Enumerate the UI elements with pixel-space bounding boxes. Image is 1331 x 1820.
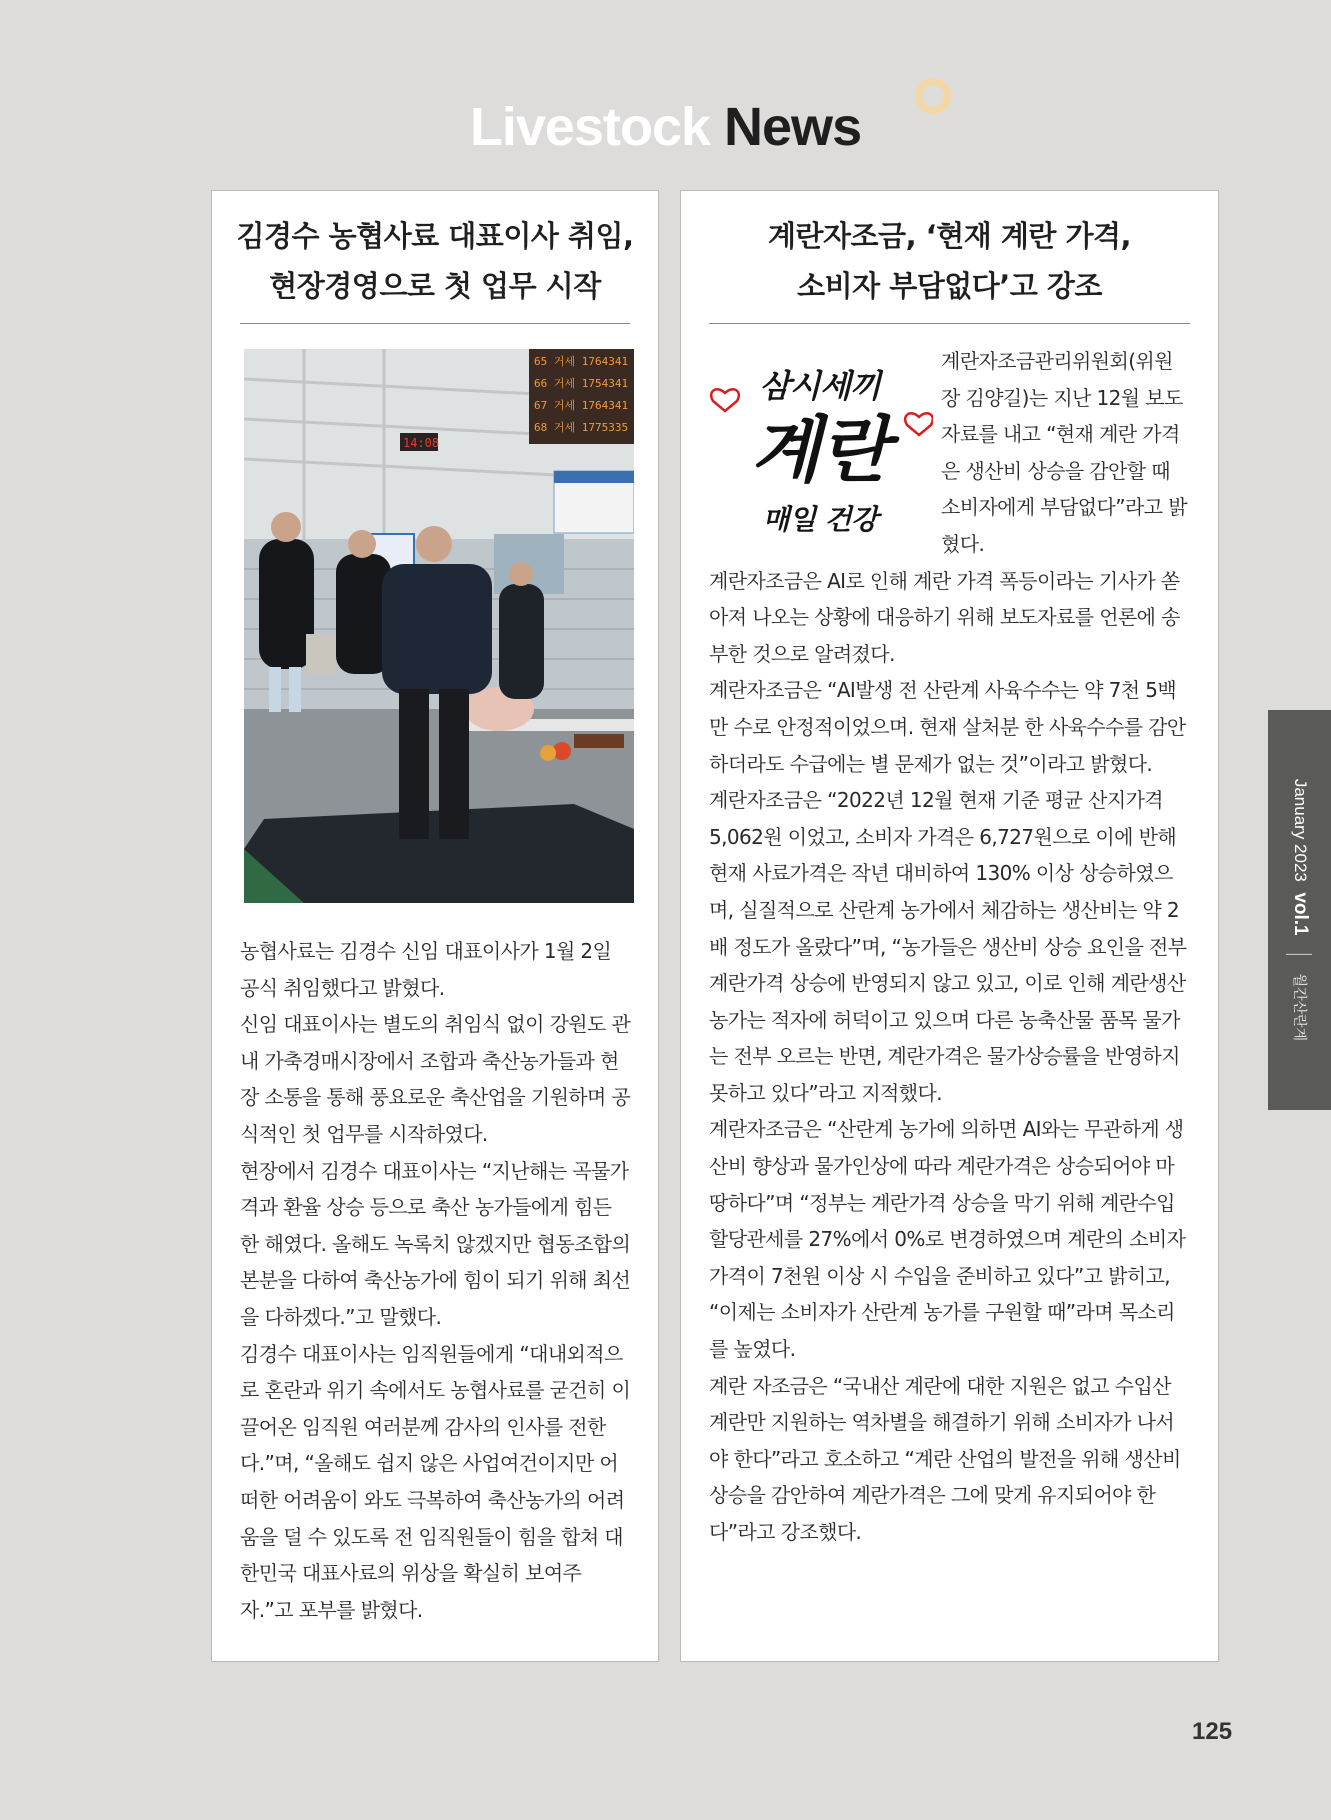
left-article-headline (212, 191, 658, 323)
side-tab-divider (1286, 954, 1312, 955)
left-headline-line-2: 현장경영으로 첫 업무 시작 (269, 269, 601, 303)
side-tab-text (1286, 779, 1312, 1041)
left-headline-rule (240, 323, 630, 324)
right-paragraph: 계란자조금은 “AI발생 전 산란계 사육수수는 약 7천 5백만 수로 안정적이었으며. 현재 살처분 한 사육수수를 감안하더라도 수급에는 별 문제가 없는 것”이라고 밝혔다. (709, 678, 1186, 776)
left-paragraph: 김경수 대표이사는 임직원들에게 “대내외적으로 혼란과 위기 속에서도 농협사료를 굳건히 이끌어온 임직원 여러분께 감사의 인사를 전한다.”며, “올해도 쉽지 않은 사업여건이지만 어떠한 어려움이 와도 극복하여 축산농가의 어려움을 덜 수 있도록 전 임직원들이 힘을 합쳐 대한민국 대표사료의 위상을 확실히 보여주자.”고 포부를 밝혔다. (240, 1341, 631, 1622)
left-article (211, 190, 659, 1662)
right-article (680, 190, 1219, 1662)
left-paragraph: 신임 대표이사는 별도의 취임식 없이 강원도 관내 가축경매시장에서 조합과 축산농가들과 현장 소통을 통해 풍요로운 축산업을 기원하며 공식적인 첫 업무를 시작하였다. (240, 1012, 631, 1146)
board-row-2: 66 거세 1754341 (534, 377, 629, 390)
board-row-4: 68 거세 1775335 (534, 421, 629, 434)
left-paragraph: 농협사료는 김경수 신임 대표이사가 1월 2일 공식 취임했다고 밝혔다. (240, 939, 612, 1000)
right-headline-rule (709, 323, 1190, 324)
board-row-1: 65 거세 1764341 (534, 355, 629, 368)
decorative-ring-icon (915, 78, 951, 114)
section-header (0, 96, 1331, 158)
issue-date: January 2023 (1290, 778, 1310, 882)
right-article-body (709, 343, 1191, 1551)
header-word-livestock: Livestock (469, 97, 711, 157)
right-paragraph: 계란자조금은 “2022년 12월 현재 기준 평균 산지가격 5,062원 이었고, 소비자 가격은 6,727원으로 이에 반해 현재 사료가격은 작년 대비하여 130% 이상 상승하였으며, 실질적으로 산란계 농가에서 체감하는 생산비는 약 2배 정도가 올랐다”며, “농가들은 생산비 상승 요인을 전부 계란가격 상승에 반영되지 않고 있고, 이로 인해 계란생산 농가는 적자에 허덕이고 있으며 다른 농축산물 품목 물가는 전부 오르는 반면, 계란가격은 물가상승률을 반영하지 못하고 있다”라고 지적했다. (709, 788, 1187, 1105)
right-article-headline (681, 191, 1218, 323)
right-headline-line-1: 계란자조금, ‘현재 계란 가격, (768, 219, 1131, 253)
right-paragraph: 계란자조금은 “산란계 농가에 의하면 AI와는 무관하게 생산비 향상과 물가인상에 따라 계란가격은 상승되어야 마땅하다”며 “정부는 계란가격 상승을 막기 위해 계란수입 할당관세를 27%에서 0%로 변경하였으며 계란의 소비자 가격이 7천원 이상 시 수입을 준비하고 있다”고 밝히고, “이제는 소비자가 산란계 농가를 구원할 때”라며 목소리를 높였다. (709, 1117, 1186, 1362)
ceo-speech-photo (244, 349, 634, 903)
left-headline-line-1: 김경수 농협사료 대표이사 취임, (236, 219, 634, 253)
left-article-body (240, 933, 632, 1628)
right-paragraph: 계란 자조금은 “국내산 계란에 대한 지원은 없고 수입산 계란만 지원하는 역차별을 해결하기 위해 소비자가 나서야 한다”라고 호소하고 “계란 산업의 발전을 위해 생산비 상승을 감안하여 계란가격은 그에 맞게 유지되어야 한다”라고 강조했다. (709, 1373, 1181, 1544)
magazine-name: 월간산란계 (1291, 973, 1308, 1042)
issue-side-tab (1268, 710, 1331, 1110)
logo-bottom-text: 매일 건강 (762, 503, 878, 536)
right-headline-line-2: 소비자 부담없다’고 강조 (797, 269, 1102, 303)
page-number: 125 (1192, 1718, 1233, 1745)
wall-clock: 14:08 (403, 436, 440, 450)
right-paragraph: 계란자조금관리위원회(위원장 김양길)는 지난 12월 보도자료를 내고 “현재 계란 가격은 생산비 상승을 감안할 때 소비자에게 부담없다”라고 밝혔다. (941, 349, 1187, 556)
right-paragraph: 계란자조금은 AI로 인해 계란 가격 폭등이라는 기사가 쏟아져 나오는 상황에 대응하기 위해 보도자료를 언론에 송부한 것으로 알려졌다. (709, 568, 1180, 666)
logo-main-text: 계란 (751, 407, 889, 492)
egg-campaign-logo (707, 345, 933, 555)
issue-volume: vol.1 (1289, 892, 1311, 936)
logo-top-text: 삼시세끼 (759, 367, 881, 405)
header-word-news: News (724, 97, 862, 157)
board-row-3: 67 거세 1764341 (534, 399, 629, 412)
left-paragraph: 현장에서 김경수 대표이사는 “지난해는 곡물가격과 환율 상승 등으로 축산 농가들에게 힘든 한 해였다. 올해도 녹록치 않겠지만 협동조합의 본분을 다하여 축산농가에 힘이 되기 위해 최선을 다하겠다.”고 말했다. (240, 1158, 631, 1329)
